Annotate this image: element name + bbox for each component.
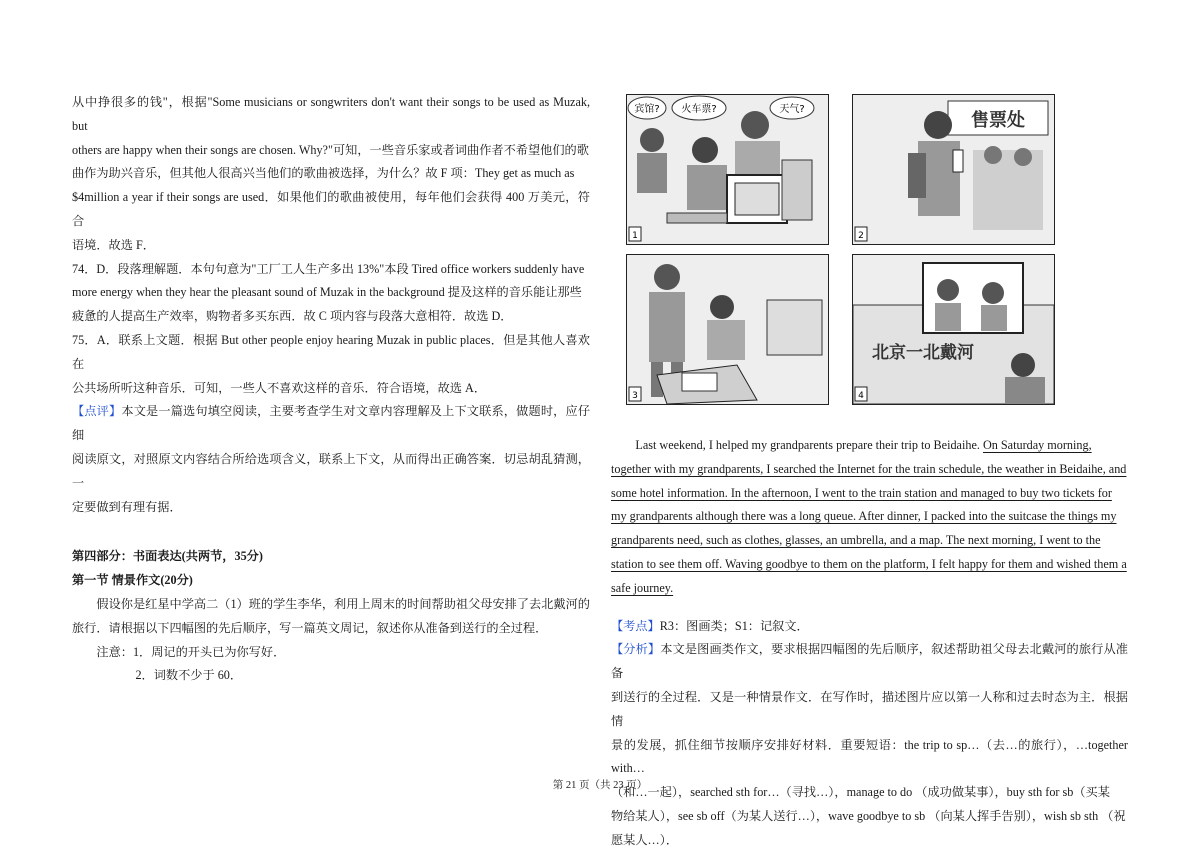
essay-intro: Last weekend, I helped my grandparents prepare their trip to Beidaihe. <box>635 438 980 452</box>
essay-last-line: safe journey. <box>611 580 674 595</box>
answer-75-line: 公共场所听这种音乐．可知，一些人不喜欢这样的音乐．符合语境，故选 A． <box>72 380 487 395</box>
computer-scene-illustration <box>627 95 828 244</box>
essay-line: my grandparents although there was a long queue. After dinner, I packed into the suitcase the things my <box>611 509 1117 524</box>
analysis-line: （和…一起），searched sth for…（寻找…），manage to do （成功做某事），buy sth for sb（买某 <box>611 785 1110 800</box>
comment-line <box>72 400 590 448</box>
panel-number: 2 <box>858 231 864 241</box>
kaodian-text: R3：图画类；S1：记叙文． <box>659 618 809 633</box>
picture-panel-3 <box>626 254 829 405</box>
note-1: 注意：1．周记的开头已为你写好． <box>96 644 286 659</box>
four-picture-figure <box>626 94 1130 406</box>
answer-74-line: more energy when they hear the pleasant sound of Muzak in the background 提及这样的音乐能让那些 <box>72 285 582 300</box>
picture-panel-4 <box>852 254 1055 405</box>
essay-line <box>611 577 1128 601</box>
bubble-ticket: 火车票? <box>681 104 717 115</box>
analysis-line: 到送行的全过程．又是一种情景作文．在写作时，描述图片应以第一人称和过去时态为主．根据情 <box>611 689 1128 728</box>
answer-75-line: 75．A．联系上文题．根据 But other people enjoy hearing Muzak in public places．但是其他人喜欢在 <box>72 332 590 371</box>
panel-number: 4 <box>858 391 864 401</box>
ticket-office-illustration <box>853 95 1054 244</box>
analysis-text: 本文是图画类作文，要求根据四幅图的先后顺序，叙述帮助祖父母去北戴河的旅行从准备 <box>611 642 1128 681</box>
answer-73-line: 曲作为助兴音乐，但其他人很高兴当他们的歌曲被选择，为什么？故 F 项：They get as much as <box>72 166 575 181</box>
section1-title: 第一节 情景作文(20分) <box>72 573 193 588</box>
page-footer: 第 21 页（共 23 页） <box>552 780 648 791</box>
comment-line: 定要做到有理有据． <box>72 499 182 514</box>
analysis-line: 愿某人…）． <box>611 832 679 847</box>
analysis-tag: 【分析】 <box>611 642 661 657</box>
comment-tag: 【点评】 <box>72 404 122 419</box>
spacer <box>611 601 1128 615</box>
answer-73-line: 从中挣很多的钱"，根据"Some musicians or songwriters don't want their songs to be used as Muzak, but <box>72 95 590 133</box>
analysis-line: 物给某人），see sb off（为某人送行…），wave goodbye to sb （向某人挥手告别），wish sb sth （祝 <box>611 808 1126 823</box>
picture-panel-2 <box>852 94 1055 245</box>
comment-line: 阅读原文，对照原文内容结合所给选项含义，联系上下文，从而得出正确答案．切忌胡乱猜测，一 <box>72 451 590 490</box>
analysis-line <box>611 638 1128 686</box>
part4-title: 第四部分：书面表达(共两节，35分) <box>72 549 263 564</box>
essay-line <box>611 434 1128 458</box>
comment-text: 本文是一篇选句填空阅读，主要考查学生对文章内容理解及上下文联系，做题时，应仔细 <box>72 404 591 443</box>
essay-line: station to see them off. Waving goodbye to them on the platform, I felt happy for them and wished them a <box>611 556 1127 571</box>
analysis-line: 景的发展，抓住细节按顺序安排好材料．重要短语：the trip to sp…（去…的旅行），…together with… <box>611 737 1128 776</box>
answer-73-line: $4million a year if their songs are used．如果他们的歌曲被使用，每年他们会获得 400 万美元，符合 <box>72 190 590 228</box>
bubble-hotel: 宾馆? <box>634 104 660 115</box>
task-line: 旅行．请根据以下四幅图的先后顺序，写一篇英文周记，叙述你从准备到送行的全过程． <box>72 620 548 635</box>
essay-line: grandparents need, such as clothes, glasses, an umbrella, and a map. The next morning, I went to the <box>611 533 1101 548</box>
train-farewell-illustration <box>853 255 1054 404</box>
essay-underlined: On Saturday morning, <box>982 438 1092 452</box>
kaodian-line <box>611 615 1128 639</box>
picture-panel-1 <box>626 94 829 245</box>
essay-line: some hotel information. In the afternoon, I went to the train station and managed to buy two tickets for <box>611 485 1112 500</box>
ticket-office-sign: 售票处 <box>971 110 1025 131</box>
task-line: 假设你是红星中学高二（1）班的学生李华，利用上周末的时间帮助祖父母安排了去北戴河的 <box>96 596 590 611</box>
packing-illustration <box>627 255 828 404</box>
train-destination-sign: 北京一北戴河 <box>872 343 974 363</box>
note-2: 2．词数不少于 60． <box>135 668 243 683</box>
essay-line: together with my grandparents, I searched the Internet for the train schedule, the weather in Beidaihe, and <box>611 461 1127 476</box>
panel-number: 1 <box>632 231 638 241</box>
panel-number: 3 <box>632 391 638 401</box>
bubble-weather: 天气? <box>779 104 805 115</box>
answer-74-line: 74．D．段落理解题．本句句意为"工厂工人生产多出 13%"本段 Tired office workers suddenly have <box>72 261 585 276</box>
answer-73-line: others are happy when their songs are chosen. Why?"可知，一些音乐家或者词曲作者不希望他们的歌 <box>72 142 589 157</box>
left-column <box>72 91 590 688</box>
spacer <box>72 519 590 545</box>
kaodian-tag: 【考点】 <box>611 618 660 633</box>
answer-73-line: 语境．故选 F． <box>72 237 155 252</box>
answer-74-line: 疲惫的人提高生产效率，购物者多买东西．故 C 项内容与段落大意相符．故选 D． <box>72 309 513 324</box>
